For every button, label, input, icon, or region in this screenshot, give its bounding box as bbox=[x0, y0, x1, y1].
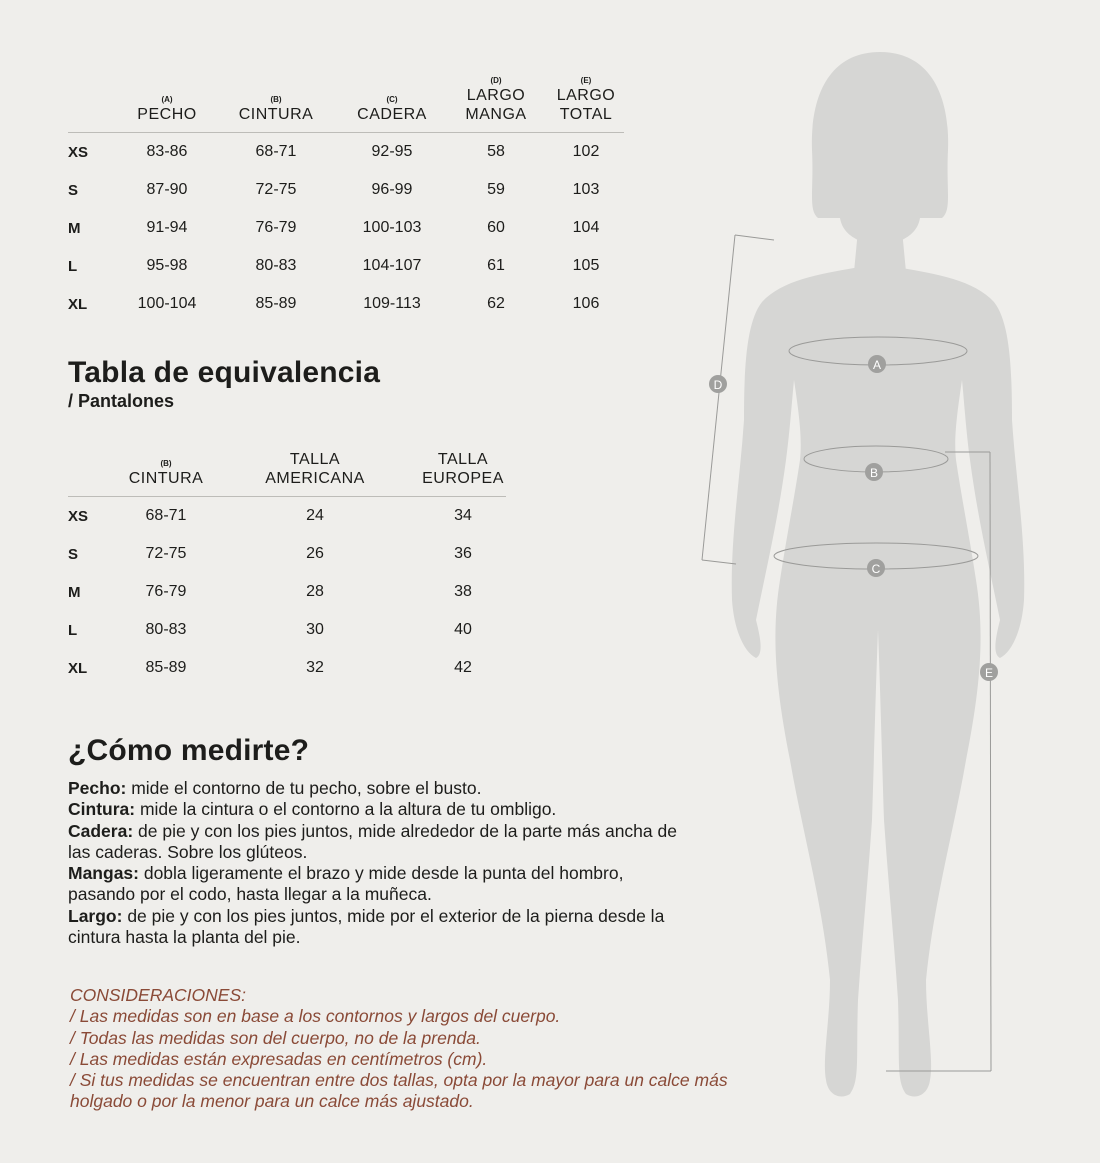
table-row: XL 100-104 85-89 109-113 62 106 bbox=[68, 295, 600, 313]
col-header: (B) CINTURA bbox=[128, 459, 204, 487]
table-row: XS 68-71 24 34 bbox=[68, 507, 472, 525]
marker-a bbox=[868, 355, 886, 373]
col-header: (E) LARGO TOTAL bbox=[556, 76, 616, 123]
col-header: (A) PECHO bbox=[137, 95, 197, 123]
svg-text:D: D bbox=[713, 378, 723, 392]
considerations bbox=[70, 985, 730, 1113]
consideration-item: / Si tus medidas se encuentran entre dos tallas, opta por la mayor para un calce más holgado o por la menor para un calce más ajustado. bbox=[70, 1070, 728, 1112]
howto-item: Largo: de pie y con los pies juntos, mide por el exterior de la pierna desde la cintura hasta la planta del pie. bbox=[68, 905, 665, 948]
howto-item: Cintura: mide la cintura o el contorno a la altura de tu ombligo. bbox=[68, 799, 557, 820]
howto-item: Mangas: dobla ligeramente el brazo y mide desde la punta del hombro, pasando por el codo, hasta llegar a la muñeca. bbox=[68, 863, 624, 905]
col-header: TALLA AMERICANA bbox=[265, 451, 365, 487]
svg-text:E: E bbox=[984, 666, 994, 680]
equivalence-table bbox=[68, 450, 506, 687]
table-row: XS 83-86 68-71 92-95 58 102 bbox=[68, 143, 600, 161]
col-header: TALLA EUROPEA bbox=[422, 451, 504, 487]
svg-text:A: A bbox=[872, 358, 882, 372]
marker-b bbox=[865, 463, 883, 481]
howto-item: Pecho: mide el contorno de tu pecho, sobre el busto. bbox=[68, 778, 482, 798]
howto-title: ¿Cómo medirte? bbox=[68, 734, 310, 767]
marker-d bbox=[709, 375, 727, 393]
consideration-item: / Todas las medidas son del cuerpo, no de la prenda. bbox=[70, 1027, 481, 1048]
considerations-title: CONSIDERACIONES: bbox=[70, 985, 246, 1005]
table-row: L 95-98 80-83 104-107 61 105 bbox=[68, 257, 600, 275]
consideration-item: / Las medidas están expresadas en centímetros (cm). bbox=[70, 1048, 488, 1069]
col-header: (C) CADERA bbox=[357, 95, 427, 123]
table-row: M 91-94 76-79 100-103 60 104 bbox=[68, 219, 600, 237]
howto-list bbox=[68, 778, 688, 948]
marker-c bbox=[867, 559, 885, 577]
howto-item: Cadera: de pie y con los pies juntos, mide alrededor de la parte más ancha de las caderas. Sobre los glúteos. bbox=[68, 820, 677, 862]
size-table bbox=[68, 76, 624, 323]
table-row: L 80-83 30 40 bbox=[68, 621, 472, 639]
section-title: Tabla de equivalencia bbox=[68, 356, 381, 389]
table-row: S 72-75 26 36 bbox=[68, 545, 472, 563]
table-row: M 76-79 28 38 bbox=[68, 583, 472, 601]
marker-e bbox=[980, 663, 998, 681]
svg-text:B: B bbox=[869, 466, 879, 480]
svg-text:C: C bbox=[871, 562, 881, 576]
table-row: XL 85-89 32 42 bbox=[68, 659, 472, 677]
section-subtitle: / Pantalones bbox=[68, 391, 175, 411]
body-silhouette-figure bbox=[690, 40, 1090, 1140]
consideration-item: / Las medidas son en base a los contornos y largos del cuerpo. bbox=[70, 1006, 561, 1027]
col-header: (B) CINTURA bbox=[238, 95, 314, 123]
col-header: (D) LARGO MANGA bbox=[465, 76, 527, 123]
table-row: S 87-90 72-75 96-99 59 103 bbox=[68, 181, 600, 199]
